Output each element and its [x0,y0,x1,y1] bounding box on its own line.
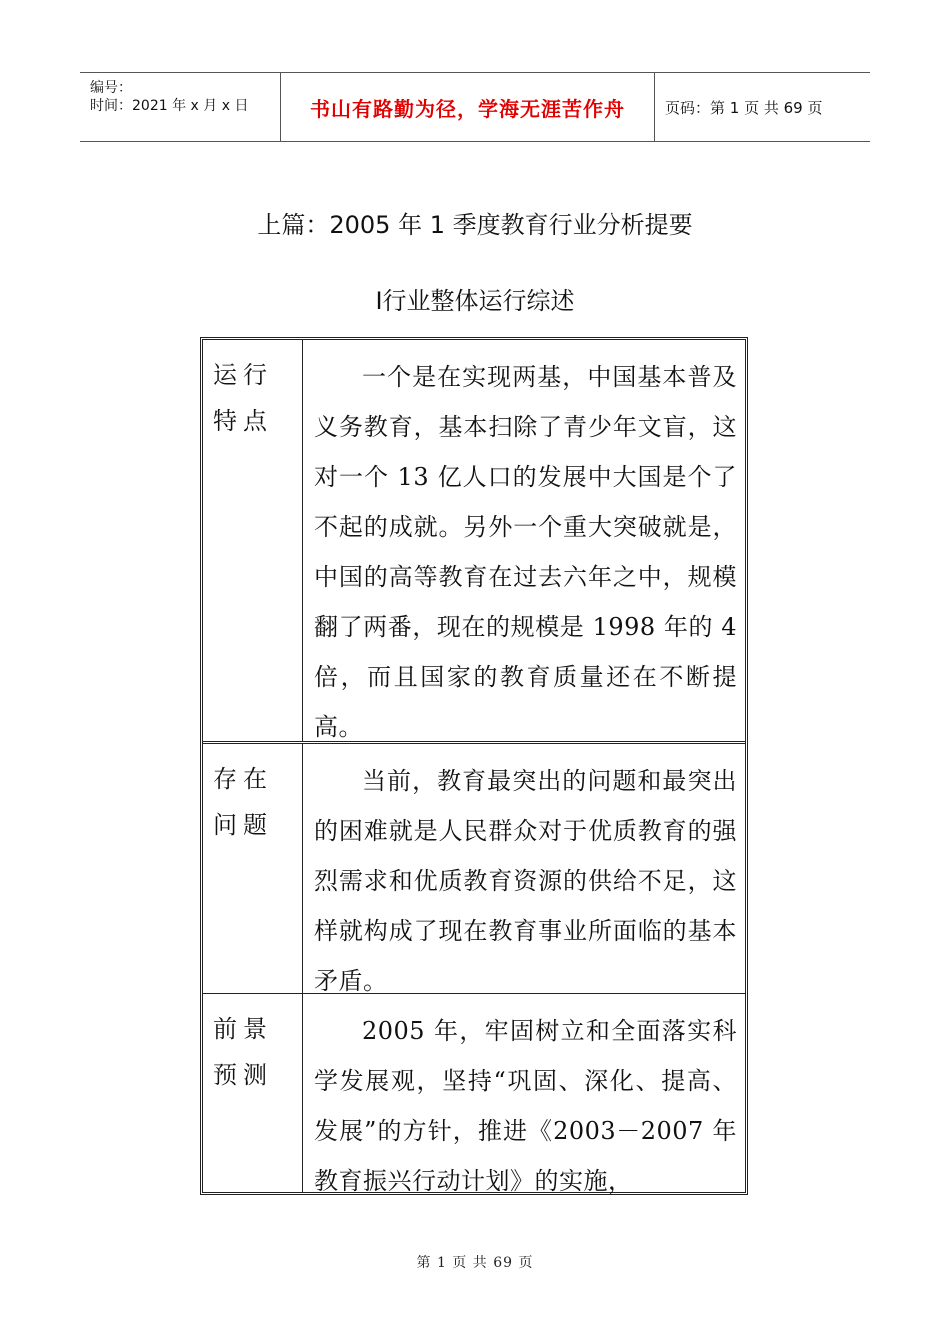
overview-table [200,337,748,1195]
page-footer: 第 1 页 共 69 页 [416,1255,534,1271]
row-text: 2005 年，牢固树立和全面落实科学发展观，坚持“巩固、深化、提高、发展”的方针，推进《2003－2007 年教育振兴行动计划》的实施， [314,1017,737,1195]
row-label: 前景预测 [203,994,303,1192]
row-text: 一个是在实现两基，中国基本普及义务教育，基本扫除了青少年文盲，这对一个 13 亿人口的发展中大国是个了不起的成就。另外一个重大突破就是，中国的高等教育在过去六年之中，规模翻了两番，现在的规模是 1998 年的 4 倍，而且国家的教育质量还在不断提高。 [314,363,737,741]
header-motto: 书山有路勤为径，学海无涯苦作舟 [281,73,655,141]
table-row [203,340,745,744]
header-page-info: 页码：第 1 页 共 69 页 [665,98,823,117]
row-label: 运行特点 [203,340,303,741]
time-label: 时间：2021 年 x 月 x 日 [90,98,249,114]
section-heading: I行业整体运行综述 [375,287,575,315]
table-row [203,994,745,1195]
row-label: 存在问题 [203,744,303,993]
document-title: 上篇：2005 年 1 季度教育行业分析提要 [257,211,693,239]
row-text: 当前，教育最突出的问题和最突出的困难就是人民群众对于优质教育的强烈需求和优质教育资源的供给不足，这样就构成了现在教育事业所面临的基本矛盾。 [314,767,737,995]
document-header [80,72,870,142]
number-label: 编号： [90,80,132,96]
table-row [203,744,745,994]
header-meta [80,73,281,141]
